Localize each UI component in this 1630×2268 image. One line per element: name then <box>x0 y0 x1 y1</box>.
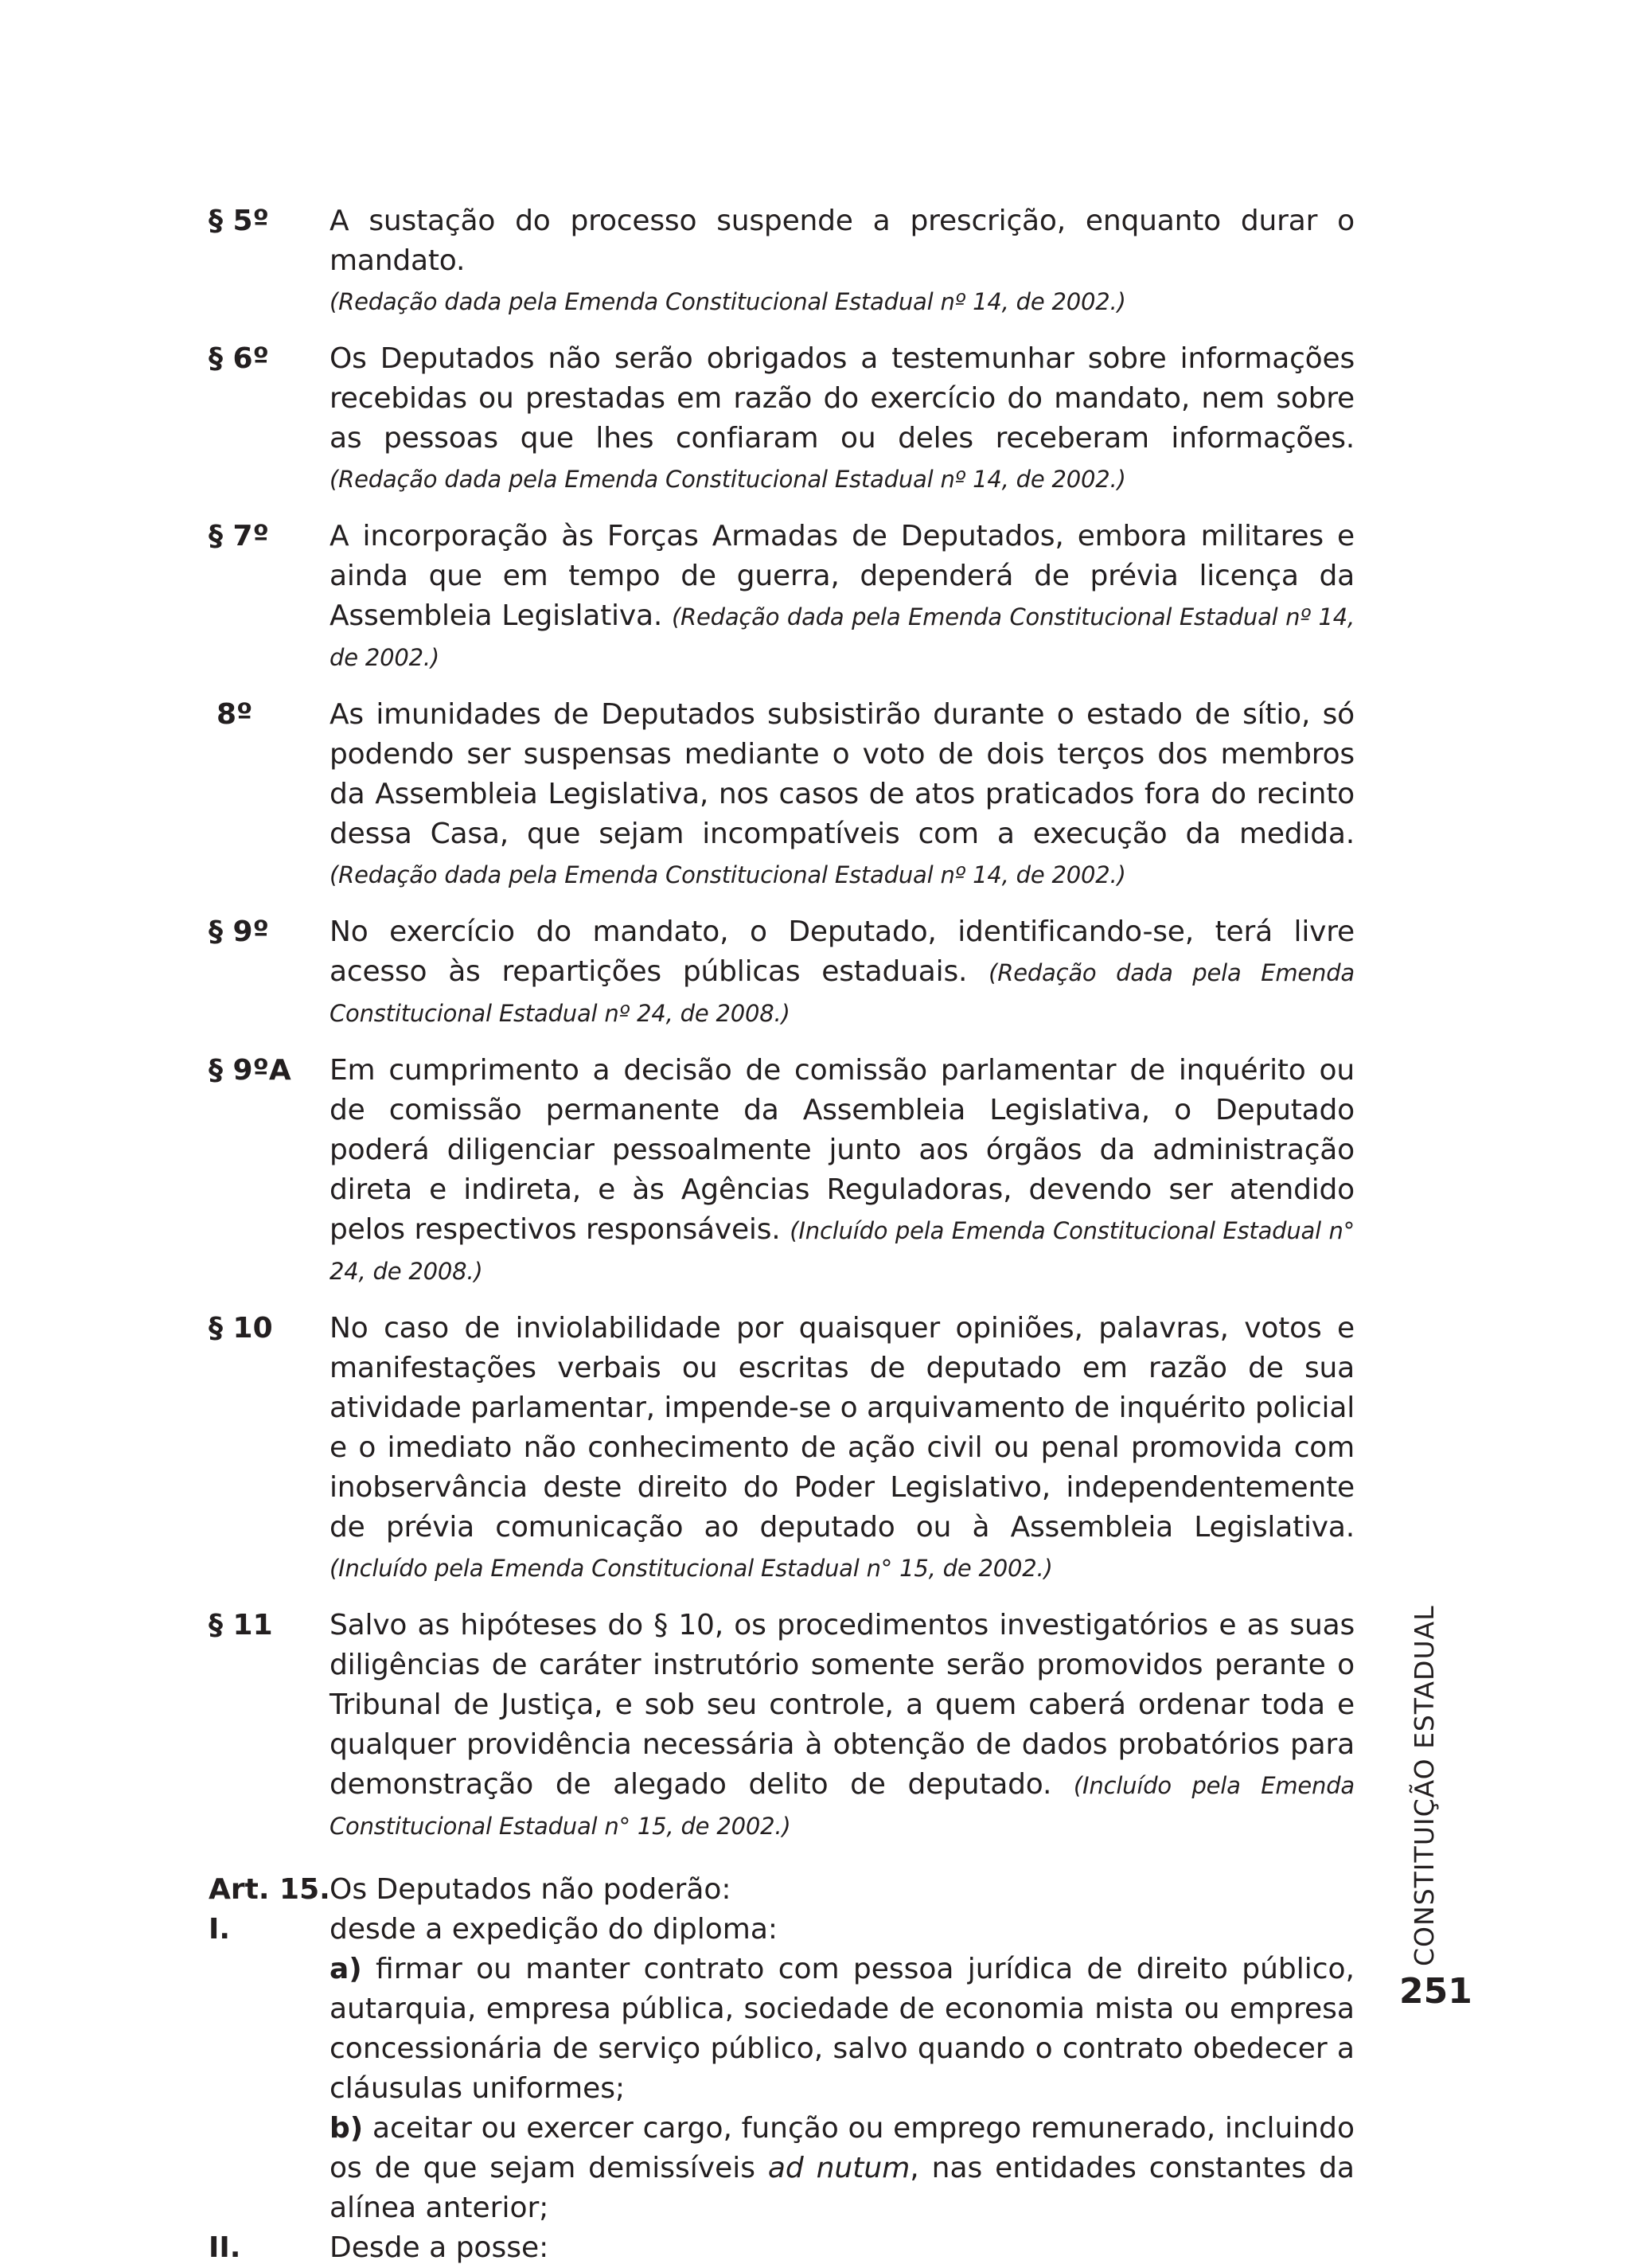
paragraph-label: § 7º <box>209 520 269 552</box>
paragraph-7 <box>209 517 1355 677</box>
paragraph-label: § 9ºA <box>209 1054 291 1087</box>
document-body <box>209 201 1355 2268</box>
amendment-note: (Redação dada pela Emenda Constitucional Estadual nº 14, de 2002.) <box>330 466 1126 493</box>
paragraph-9 <box>209 912 1355 1033</box>
article-15-heading <box>209 1870 1355 1910</box>
amendment-note: (Redação dada pela Emenda Constitucional Estadual nº 14, de 2002.) <box>330 603 1355 671</box>
paragraph-text: As imunidades de Deputados subsistirão durante o estado de sítio, só podendo ser suspensas mediante o voto de dois terços dos membros da Assembleia Legislativa, nos casos de atos praticados fora do recinto dessa Casa, que sejam incompatíveis com a execução da medida. <box>330 698 1355 850</box>
subitem-b <box>209 2109 1355 2228</box>
paragraph-5 <box>209 201 1355 322</box>
paragraph-8 <box>209 695 1355 895</box>
subitem-text-end: , nas entidades constantes da alínea anterior; <box>330 2152 1355 2224</box>
paragraph-text: A sustação do processo suspende a prescrição, enquanto durar o mandato. <box>330 205 1355 277</box>
subitem-a <box>209 1950 1355 2109</box>
article-item-ii <box>209 2228 1355 2268</box>
paragraph-text: Salvo as hipóteses do § 10, os procedimentos investigatórios e as suas diligências de caráter instrutório somente serão promovidos perante o Tribunal de Justiça, e sob seu controle, a quem caberá ordenar toda e qualquer providência necessária à obtenção de dados probatórios para demonstração de alegado delito de deputado. <box>330 1609 1355 1801</box>
amendment-note: (Incluído pela Emenda Constitucional Estadual n° 24, de 2008.) <box>330 1217 1355 1285</box>
paragraph-label: § 5º <box>209 205 269 237</box>
paragraph-6 <box>209 339 1355 499</box>
amendment-note: (Incluído pela Emenda Constitucional Estadual n° 15, de 2002.) <box>330 1555 1053 1582</box>
paragraph-text: No exercício do mandato, o Deputado, identificando-se, terá livre acesso às repartições públicas estaduais. <box>330 915 1355 988</box>
page-number: 251 <box>1399 1971 1472 2012</box>
subitem-label: a) <box>330 1953 362 1985</box>
paragraph-label: 8º <box>216 698 253 731</box>
paragraph-9a <box>209 1051 1355 1291</box>
item-text: desde a expedição do diploma: <box>330 1913 778 1946</box>
subitem-italic: ad nutum <box>767 2152 911 2184</box>
item-text: Desde a posse: <box>330 2231 549 2264</box>
paragraph-text: No caso de inviolabilidade por quaisquer opiniões, palavras, votos e manifestações verbais ou escritas de deputado em razão de sua atividade parlamentar, impende-se o arquivamento de inquérito policial e o imediato não conhecimento de ação civil ou penal promovida com inobservância deste direito do Poder Legislativo, independentemente de prévia comunicação ao deputado ou à Assembleia Legislativa. <box>330 1312 1355 1544</box>
amendment-note: (Redação dada pela Emenda Constitucional Estadual nº 14, de 2002.) <box>330 288 1126 315</box>
amendment-note: (Incluído pela Emenda Constitucional Estadual n° 15, de 2002.) <box>330 1772 1355 1840</box>
paragraph-11 <box>209 1606 1355 1846</box>
article-label: Art. 15. <box>209 1873 330 1906</box>
paragraph-label: § 10 <box>209 1312 273 1345</box>
sidebar-title: CONSTITUIÇÃO ESTADUAL <box>1409 1605 1440 1966</box>
paragraph-label: § 11 <box>209 1609 273 1641</box>
amendment-note: (Redação dada pela Emenda Constitucional Estadual nº 14, de 2002.) <box>330 861 1126 888</box>
item-label: II. <box>209 2231 241 2264</box>
paragraph-label: § 6º <box>209 342 269 375</box>
paragraph-text: Em cumprimento a decisão de comissão parlamentar de inquérito ou de comissão permanente da Assembleia Legislativa, o Deputado poderá diligenciar pessoalmente junto aos órgãos da administração direta e indireta, e às Agências Reguladoras, devendo ser atendido pelos respectivos responsáveis. <box>330 1054 1355 1246</box>
article-text: Os Deputados não poderão: <box>330 1873 731 1906</box>
subitem-text: firmar ou manter contrato com pessoa jurídica de direito público, autarquia, empresa pública, sociedade de economia mista ou empresa concessionária de serviço público, salvo quando o contrato obedecer a cláusulas uniformes; <box>330 1953 1355 2105</box>
paragraph-label: § 9º <box>209 915 269 948</box>
paragraph-10 <box>209 1309 1355 1588</box>
subitem-text: aceitar ou exercer cargo, função ou emprego remunerado, incluindo os de que sejam demissíveis <box>330 2112 1355 2184</box>
paragraph-text: A incorporação às Forças Armadas de Deputados, embora militares e ainda que em tempo de guerra, dependerá de prévia licença da Assembleia Legislativa. <box>330 520 1355 632</box>
item-label: I. <box>209 1913 231 1946</box>
paragraph-text: Os Deputados não serão obrigados a testemunhar sobre informações recebidas ou prestadas em razão do exercício do mandato, nem sobre as pessoas que lhes confiaram ou deles receberam informações. <box>330 342 1355 455</box>
amendment-note: (Redação dada pela Emenda Constitucional Estadual nº 24, de 2008.) <box>330 959 1355 1027</box>
article-item-i <box>209 1910 1355 1950</box>
subitem-label: b) <box>330 2112 364 2145</box>
